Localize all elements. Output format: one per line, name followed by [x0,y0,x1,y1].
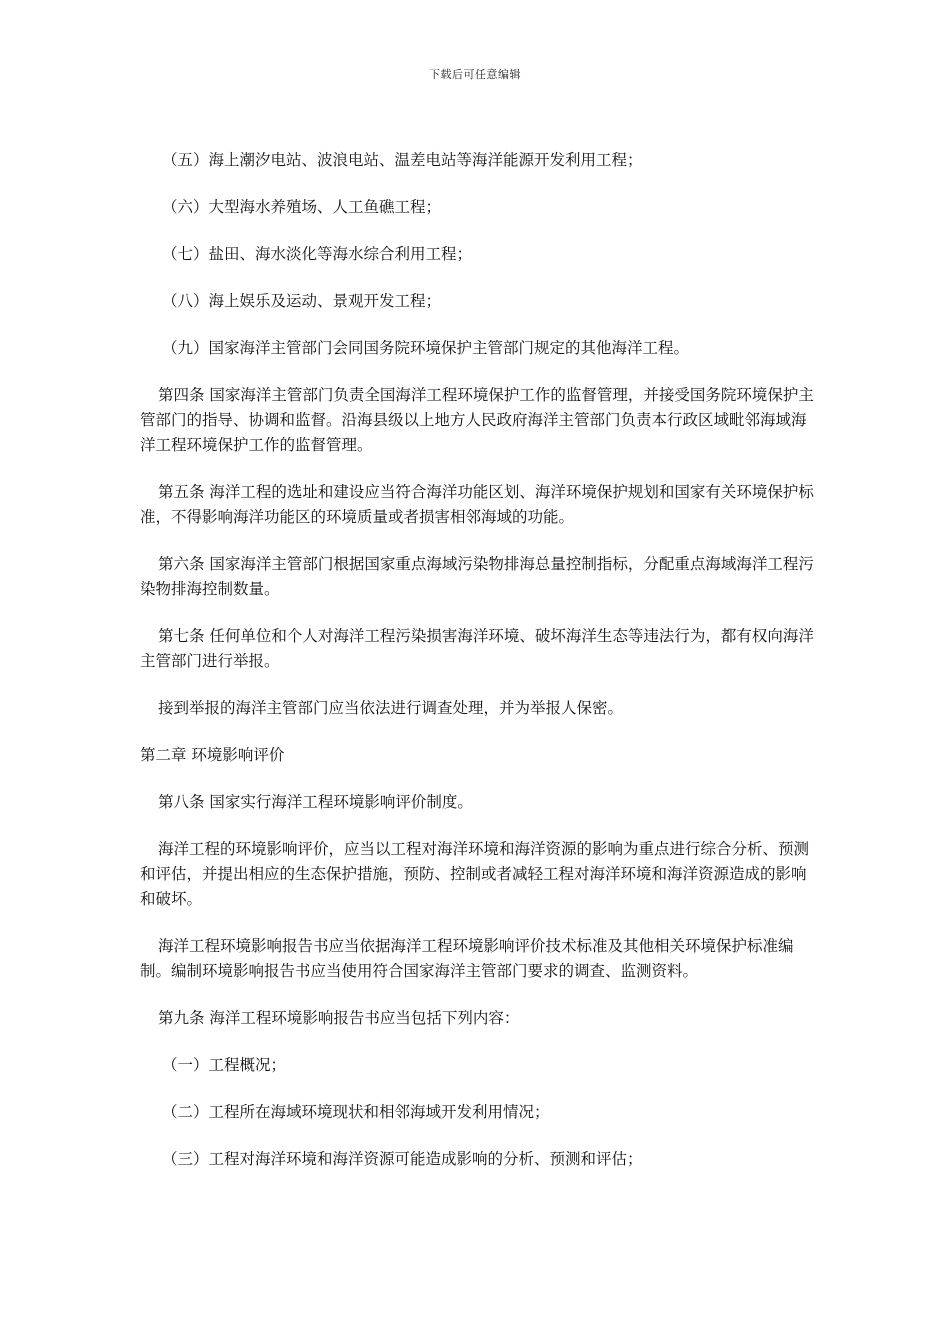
list-item-7: （七）盐田、海水淡化等海水综合利用工程； [162,245,473,263]
chapter-2-heading: 第二章 环境影响评价 [140,746,285,764]
article-8-paragraph-3: 海洋工程环境影响报告书应当依据海洋工程环境影响评价技术标准及其他相关环境保护标准编制。编制环境影响报告书应当使用符合国家海洋主管部门要求的调查、监测资料。 [140,937,794,980]
article-4: 第四条 国家海洋主管部门负责全国海洋工程环境保护工作的监督管理，并接受国务院环境保护主管部门的指导、协调和监督。沿海县级以上地方人民政府海洋主管部门负责本行政区域毗邻海域海洋工程环境保护工作的监督管理。 [140,386,814,454]
list-item-6: （六）大型海水养殖场、人工鱼礁工程； [162,198,442,216]
list-item-9: （九）国家海洋主管部门会同国务院环境保护主管部门规定的其他海洋工程。 [162,339,690,357]
list-item-8: （八）海上娱乐及运动、景观开发工程； [162,292,442,310]
page-header-note: 下载后可任意编辑 [429,68,521,81]
list-item-1: （一）工程概况； [162,1056,287,1074]
article-6: 第六条 国家海洋主管部门根据国家重点海域污染物排海总量控制指标，分配重点海域海洋工程污染物排海控制数量。 [140,555,814,598]
list-item-5: （五）海上潮汐电站、波浪电站、温差电站等海洋能源开发利用工程； [162,151,643,169]
list-item-3: （三）工程对海洋环境和海洋资源可能造成影响的分析、预测和评估； [162,1150,643,1168]
article-8: 第八条 国家实行海洋工程环境影响评价制度。 [158,793,473,811]
article-8-paragraph-2: 海洋工程的环境影响评价，应当以工程对海洋环境和海洋资源的影响为重点进行综合分析、预测和评估，并提出相应的生态保护措施，预防、控制或者减轻工程对海洋环境和海洋资源造成的影响和破坏。 [140,840,810,908]
article-5: 第五条 海洋工程的选址和建设应当符合海洋功能区划、海洋环境保护规划和国家有关环境保护标准，不得影响海洋功能区的环境质量或者损害相邻海域的功能。 [140,483,814,526]
article-7: 第七条 任何单位和个人对海洋工程污染损害海洋环境、破坏海洋生态等违法行为，都有权向海洋主管部门进行举报。 [140,627,814,670]
list-item-2: （二）工程所在海域环境现状和相邻海域开发利用情况； [162,1103,550,1121]
document-body [140,148,820,1194]
article-7-paragraph-2: 接到举报的海洋主管部门应当依法进行调查处理，并为举报人保密。 [158,699,624,717]
article-9: 第九条 海洋工程环境影响报告书应当包括下列内容： [158,1009,520,1027]
